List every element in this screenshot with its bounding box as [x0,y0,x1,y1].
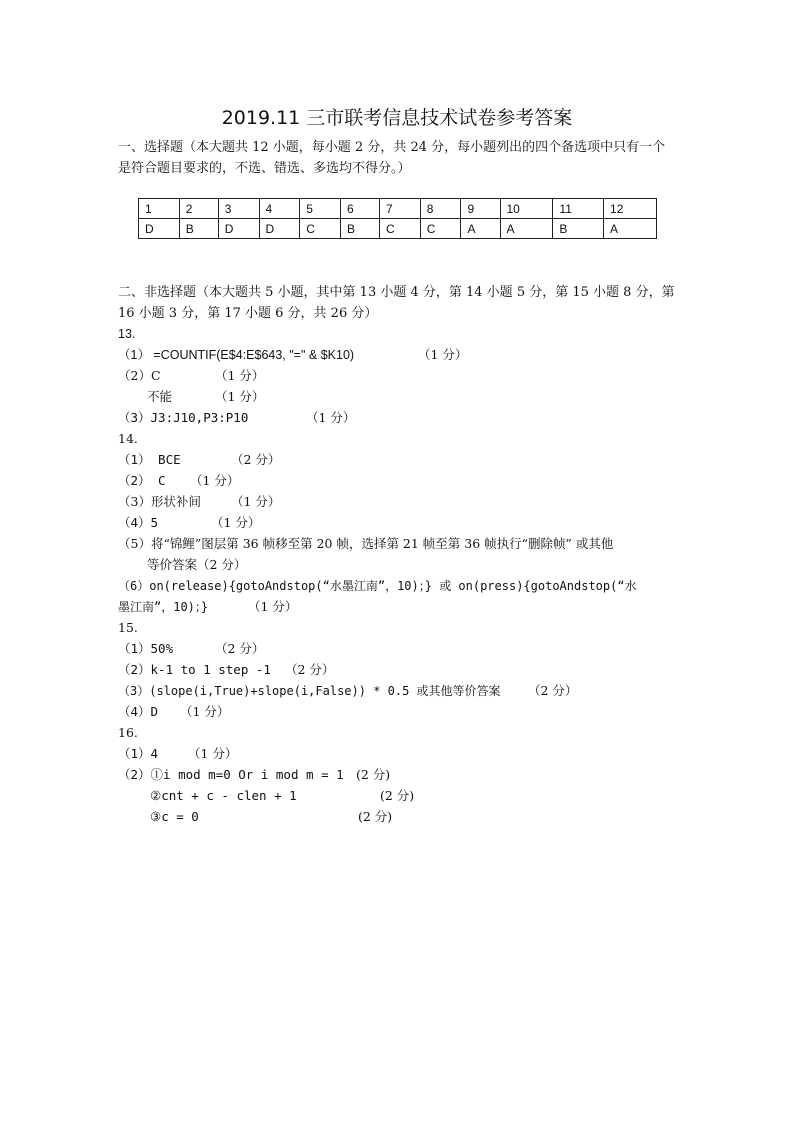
q16-2-answer-c: ③c = 0 [150,809,199,824]
q14-2-score: （1 分） [190,473,240,488]
answer-cell: C [380,219,421,239]
question-number: 10 [500,199,553,219]
q14-3-answer: （3）形状补间 [118,494,201,509]
question-number: 9 [461,199,500,219]
q13-2b-score: （1 分） [215,389,265,404]
q14-4-answer: （4）5 [118,515,159,530]
q16-2-answer-b: ②cnt + c - clen + 1 [150,788,297,803]
q16-label: 16. [118,725,138,740]
q14-2-answer: （2） C [118,473,166,488]
answer-cell: B [179,219,218,239]
answer-cell: B [553,219,604,239]
answer-cell: D [139,219,180,239]
section1-heading: 一、选择题（本大题共 12 小题，每小题 2 分，共 24 分，每小题列出的四个备选项中只有一个是符合题目要求的，不选、错选、多选均不得分。） [118,140,666,176]
q15-label: 15. [118,620,138,635]
answer-cell: A [461,219,500,239]
q14-label: 14. [118,431,138,446]
q13-2-answer-b: 不能 [147,389,173,404]
question-number: 1 [139,199,180,219]
answer-table-number-row [139,199,657,219]
q13-2-score: （1 分） [215,368,265,383]
answer-cell: C [300,219,341,239]
question-number: 8 [420,199,461,219]
q15-3-answer: （3）(slope(i,True)+slope(i,False)) * 0.5 或其他等价答案 [118,684,501,698]
q13-label: 13. [118,327,136,341]
q16-1-answer: （1）4 [118,746,159,761]
question-number: 3 [218,199,259,219]
q15-4-score: （1 分） [180,704,230,719]
q15-1-answer: （1）50% [118,641,174,656]
answer-table-answer-row [139,219,657,239]
q14-4-score: （1 分） [211,515,261,530]
q14-6-answer-cont: 墨江南”，10)；} [118,600,209,614]
q13-1-answer: （1） =COUNTIF(E$4:E$643, "=" & $K10) [118,348,355,362]
q16-2b-score: (2 分) [380,788,415,803]
question-number: 5 [300,199,341,219]
q16-2a-score: (2 分) [356,767,391,782]
answer-cell: A [500,219,553,239]
q14-1-answer: （1） BCE [118,452,181,467]
question-number: 6 [340,199,379,219]
q15-1-score: （2 分） [215,641,265,656]
q16-2c-score: (2 分) [358,809,393,824]
q13-3-answer: （3）J3:J10,P3:P10 [118,410,249,425]
answer-cell: D [218,219,259,239]
q15-2-answer: （2）k-1 to 1 step -1 [118,662,271,677]
q14-6-answer: （6）on(release){gotoAndstop(“水墨江南”，10)；} 或 on(press){gotoAndstop(“水 [118,579,637,593]
question-number: 11 [553,199,604,219]
q14-6-score: （1 分） [248,599,298,614]
q16-2-answer: （2）①i mod m=0 Or i mod m = 1 [118,767,344,782]
question-number: 7 [380,199,421,219]
q14-3-score: （1 分） [231,494,281,509]
q14-5-answer: （5）将“锦鲤”图层第 36 帧移至第 20 帧，选择第 21 帧至第 36 帧执行“删除帧” 或其他 [118,536,614,551]
question-number: 12 [604,199,657,219]
q13-3-score: （1 分） [306,410,356,425]
answer-cell: A [604,219,657,239]
answer-cell: D [259,219,300,239]
section2-heading: 二、非选择题（本大题共 5 小题，其中第 13 小题 4 分，第 14 小题 5 分，第 15 小题 8 分，第 16 小题 3 分，第 17 小题 6 分，共 26 分） [118,285,675,321]
q13-2-answer: （2）C [118,368,161,383]
question-number: 2 [179,199,218,219]
q15-3-score: （2 分） [528,683,578,698]
document-title: 2019.11 三市联考信息技术试卷参考答案 [221,107,573,129]
answer-table [138,198,657,239]
answer-cell: C [420,219,461,239]
answer-cell: B [340,219,379,239]
q13-1-score: （1 分） [418,347,468,362]
question-number: 4 [259,199,300,219]
q15-4-answer: （4）D [118,704,159,719]
q16-1-score: （1 分） [188,746,238,761]
q15-2-score: （2 分） [285,662,335,677]
q14-1-score: （2 分） [231,452,281,467]
q14-5-answer-cont: 等价答案（2 分） [147,557,247,572]
